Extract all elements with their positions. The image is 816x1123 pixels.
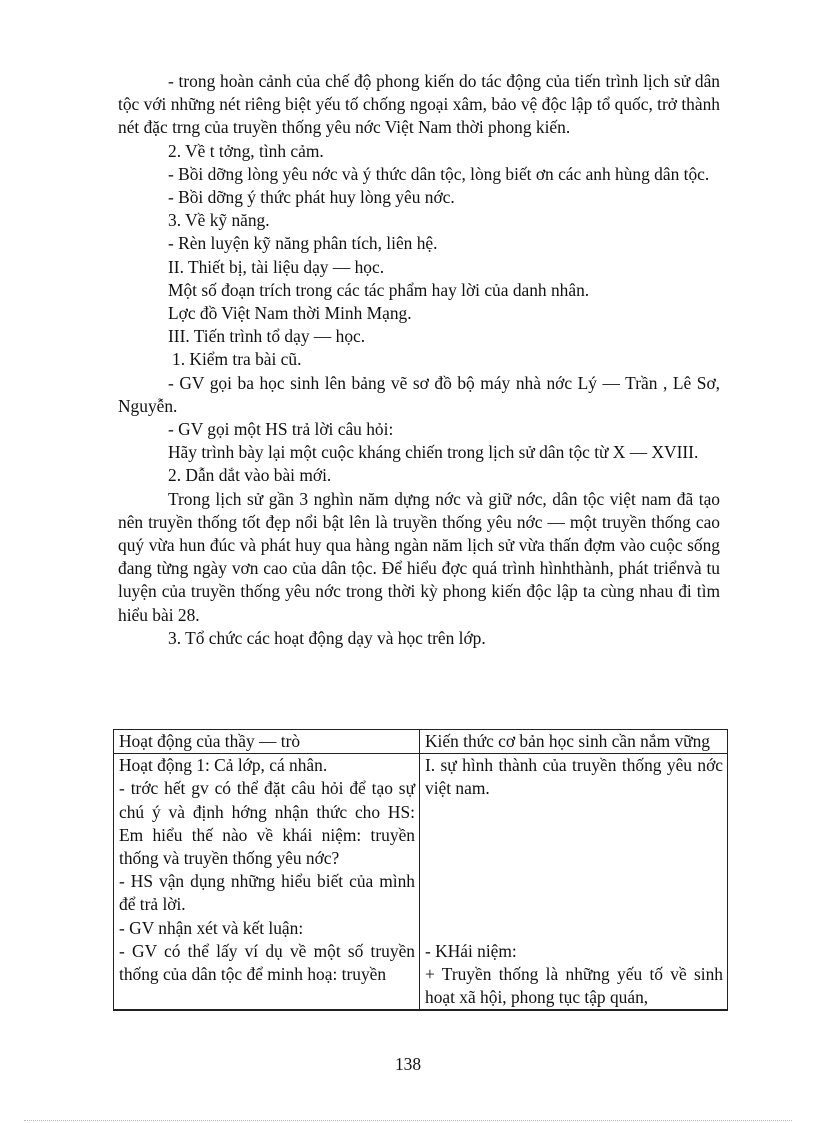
paragraph: - GV gọi ba học sinh lên bảng vẽ sơ đồ bộ máy nhà nớc Lý — Trần , Lê Sơ, Nguyễn. [118,372,720,416]
paragraph: - trong hoàn cảnh của chế độ phong kiến do tác động của tiến trình lịch sử dân tộc với những nét riêng biệt yếu tố chống ngoại xâm, bảo vệ độc lập tổ quốc, trở thành nét đặc trng của truyền thống yêu nớc Việt Nam thời phong kiến. [118,71,720,138]
paragraph: Lợc đồ Việt Nam thời Minh Mạng. [168,303,412,324]
table-header-cell: Hoạt động của thầy — trò [114,730,420,754]
table-header-row [114,730,728,754]
paragraph: - Bồi dỡng ý thức phát huy lòng yêu nớc. [168,187,455,208]
table-cell-knowledge [420,754,728,1011]
section-heading: 2. Dẫn dắt vào bài mới. [168,465,332,486]
cell-line: - GV có thể lấy ví dụ về một số truyền thống của dân tộc để minh hoạ: truyền [119,940,415,985]
activity-table [113,729,728,1011]
paragraph: Một số đoạn trích trong các tác phẩm hay lời của danh nhân. [168,279,590,300]
table-header-cell: Kiến thức cơ bản học sinh cần nắm vững [420,730,728,754]
section-heading: III. Tiến trình tổ dạy — học. [168,326,366,347]
cell-line: + Truyền thống là những yếu tố về sinh hoạt xã hội, phong tục tập quán, [425,963,723,1008]
page-edge-divider [24,1120,792,1121]
section-heading: II. Thiết bị, tài liệu dạy — học. [168,256,385,277]
section-heading: 1. Kiểm tra bài cũ. [172,349,302,370]
paragraph: Hãy trình bày lại một cuộc kháng chiến trong lịch sử dân tộc từ X — XVIII. [168,442,699,463]
body-text [118,70,720,650]
paragraph: - Rèn luyện kỹ năng phân tích, liên hệ. [168,233,438,254]
paragraph: Trong lịch sử gần 3 nghìn năm dựng nớc và giữ nớc, dân tộc việt nam đã tạo nên truyền thống tốt đẹp nổi bật lên là truyền thống yêu nớc — một truyền thống cao quý vừa hun đúc và phát huy qua hàng ngàn năm lịch sử vừa thấn đợm vào cuộc sống đang từng ngày vơn cao của dân tộc. Để hiểu đợc quá trình hìnhthành, phát triểnvà tu luyện của truyền thống yêu nớc trong thời kỳ phong kiến độc lập ta cùng nhau đi tìm hiểu bài 28. [118,488,720,625]
section-heading: 2. Về t tởng, tình cảm. [168,140,324,161]
cell-line: Hoạt động 1: Cả lớp, cá nhân. [119,755,328,776]
section-heading: 3. Tổ chức các hoạt động dạy và học trên lớp. [168,627,486,648]
table-row [114,754,728,1011]
section-heading: 3. Về kỹ năng. [168,210,270,231]
cell-line: - trớc hết gv có thể đặt câu hỏi để tạo sự chú ý và định hớng nhận thức cho HS: Em hiểu thế nào về khái niệm: truyền thống và truyền thống yêu nớc? [119,778,415,869]
paragraph: - GV gọi một HS trả lời câu hỏi: [168,419,394,440]
cell-line: - GV nhận xét và kết luận: [119,917,304,938]
page-number: 138 [394,1054,422,1074]
table-cell-activities [114,754,420,1011]
cell-line: - HS vận dụng những hiểu biết của mình để trả lời. [119,871,415,915]
paragraph: - Bồi dỡng lòng yêu nớc và ý thức dân tộc, lòng biết ơn các anh hùng dân tộc. [168,163,710,184]
cell-line: I. sự hình thành của truyền thống yêu nớc việt nam. [425,755,723,799]
cell-line: - KHái niệm: [425,940,517,961]
